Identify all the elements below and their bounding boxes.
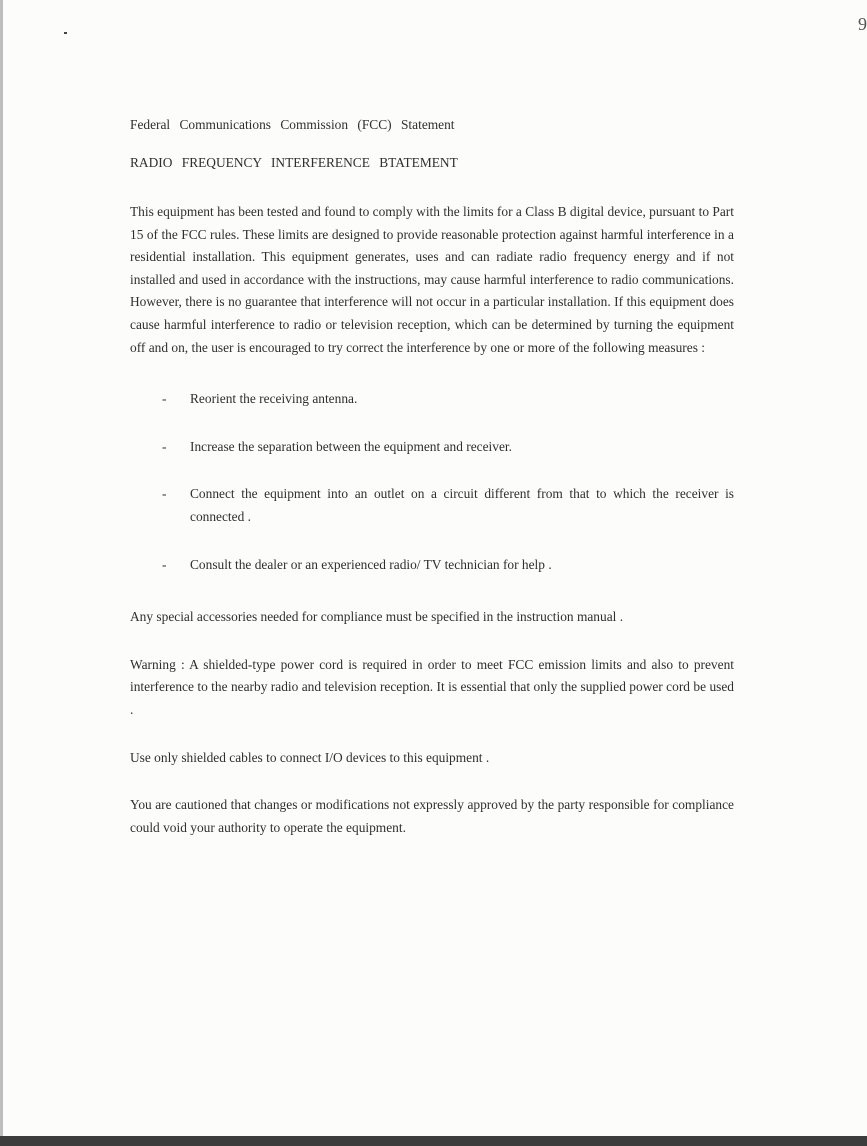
cables-paragraph: Use only shielded cables to connect I/O devices to this equipment . [130, 749, 490, 765]
measure-item [130, 436, 734, 459]
bullet-dash: - [162, 556, 167, 572]
scan-speck [64, 32, 67, 34]
statement-body [130, 116, 734, 839]
measure-item [130, 483, 734, 528]
scan-left-edge [0, 0, 3, 1136]
measures-list [130, 388, 734, 576]
bullet-dash: - [162, 486, 167, 502]
document-title: Federal Communications Commission (FCC) Statement [130, 117, 455, 132]
bullet-dash: - [162, 438, 167, 454]
warning-paragraph: Warning : A shielded-type power cord is required in order to meet FCC emission limits and also to prevent interference to the nearby radio and television reception. It is essential that only the supplied power cord be used . [130, 656, 734, 717]
intro-paragraph: This equipment has been tested and found to comply with the limits for a Class B digital device, pursuant to Part 15 of the FCC rules. These limits are designed to provide reasonable protection against harmful interference in a residential installation. This equipment generates, uses and can radiate radio frequency energy and if not installed and used in accordance with the instructions, may cause harmful interference to radio communications. However, there is no guarantee that interference will not occur in a particular installation. If this equipment does cause harmful interference to radio or television reception, which can be determined by turning the equipment off and on, the user is encouraged to try correct the interference by one or more of the following measures : [130, 204, 734, 355]
measure-text: Increase the separation between the equipment and receiver. [190, 438, 512, 454]
measure-item [130, 388, 734, 411]
page-corner-mark: 9 [858, 14, 867, 34]
accessories-paragraph: Any special accessories needed for compliance must be specified in the instruction manual . [130, 609, 624, 625]
measure-item [130, 554, 734, 577]
scan-bottom-border [0, 1136, 867, 1146]
caution-paragraph: You are cautioned that changes or modifications not expressly approved by the party responsible for compliance could void your authority to operate the equipment. [130, 797, 734, 835]
measure-text: Consult the dealer or an experienced radio/ TV technician for help . [190, 556, 552, 572]
measure-text: Reorient the receiving antenna. [190, 391, 358, 407]
section-heading: RADIO FREQUENCY INTERFERENCE BTATEMENT [130, 155, 458, 170]
bullet-dash: - [162, 391, 167, 407]
measure-text: Connect the equipment into an outlet on a circuit different from that to which the receiver is connected . [190, 486, 734, 524]
